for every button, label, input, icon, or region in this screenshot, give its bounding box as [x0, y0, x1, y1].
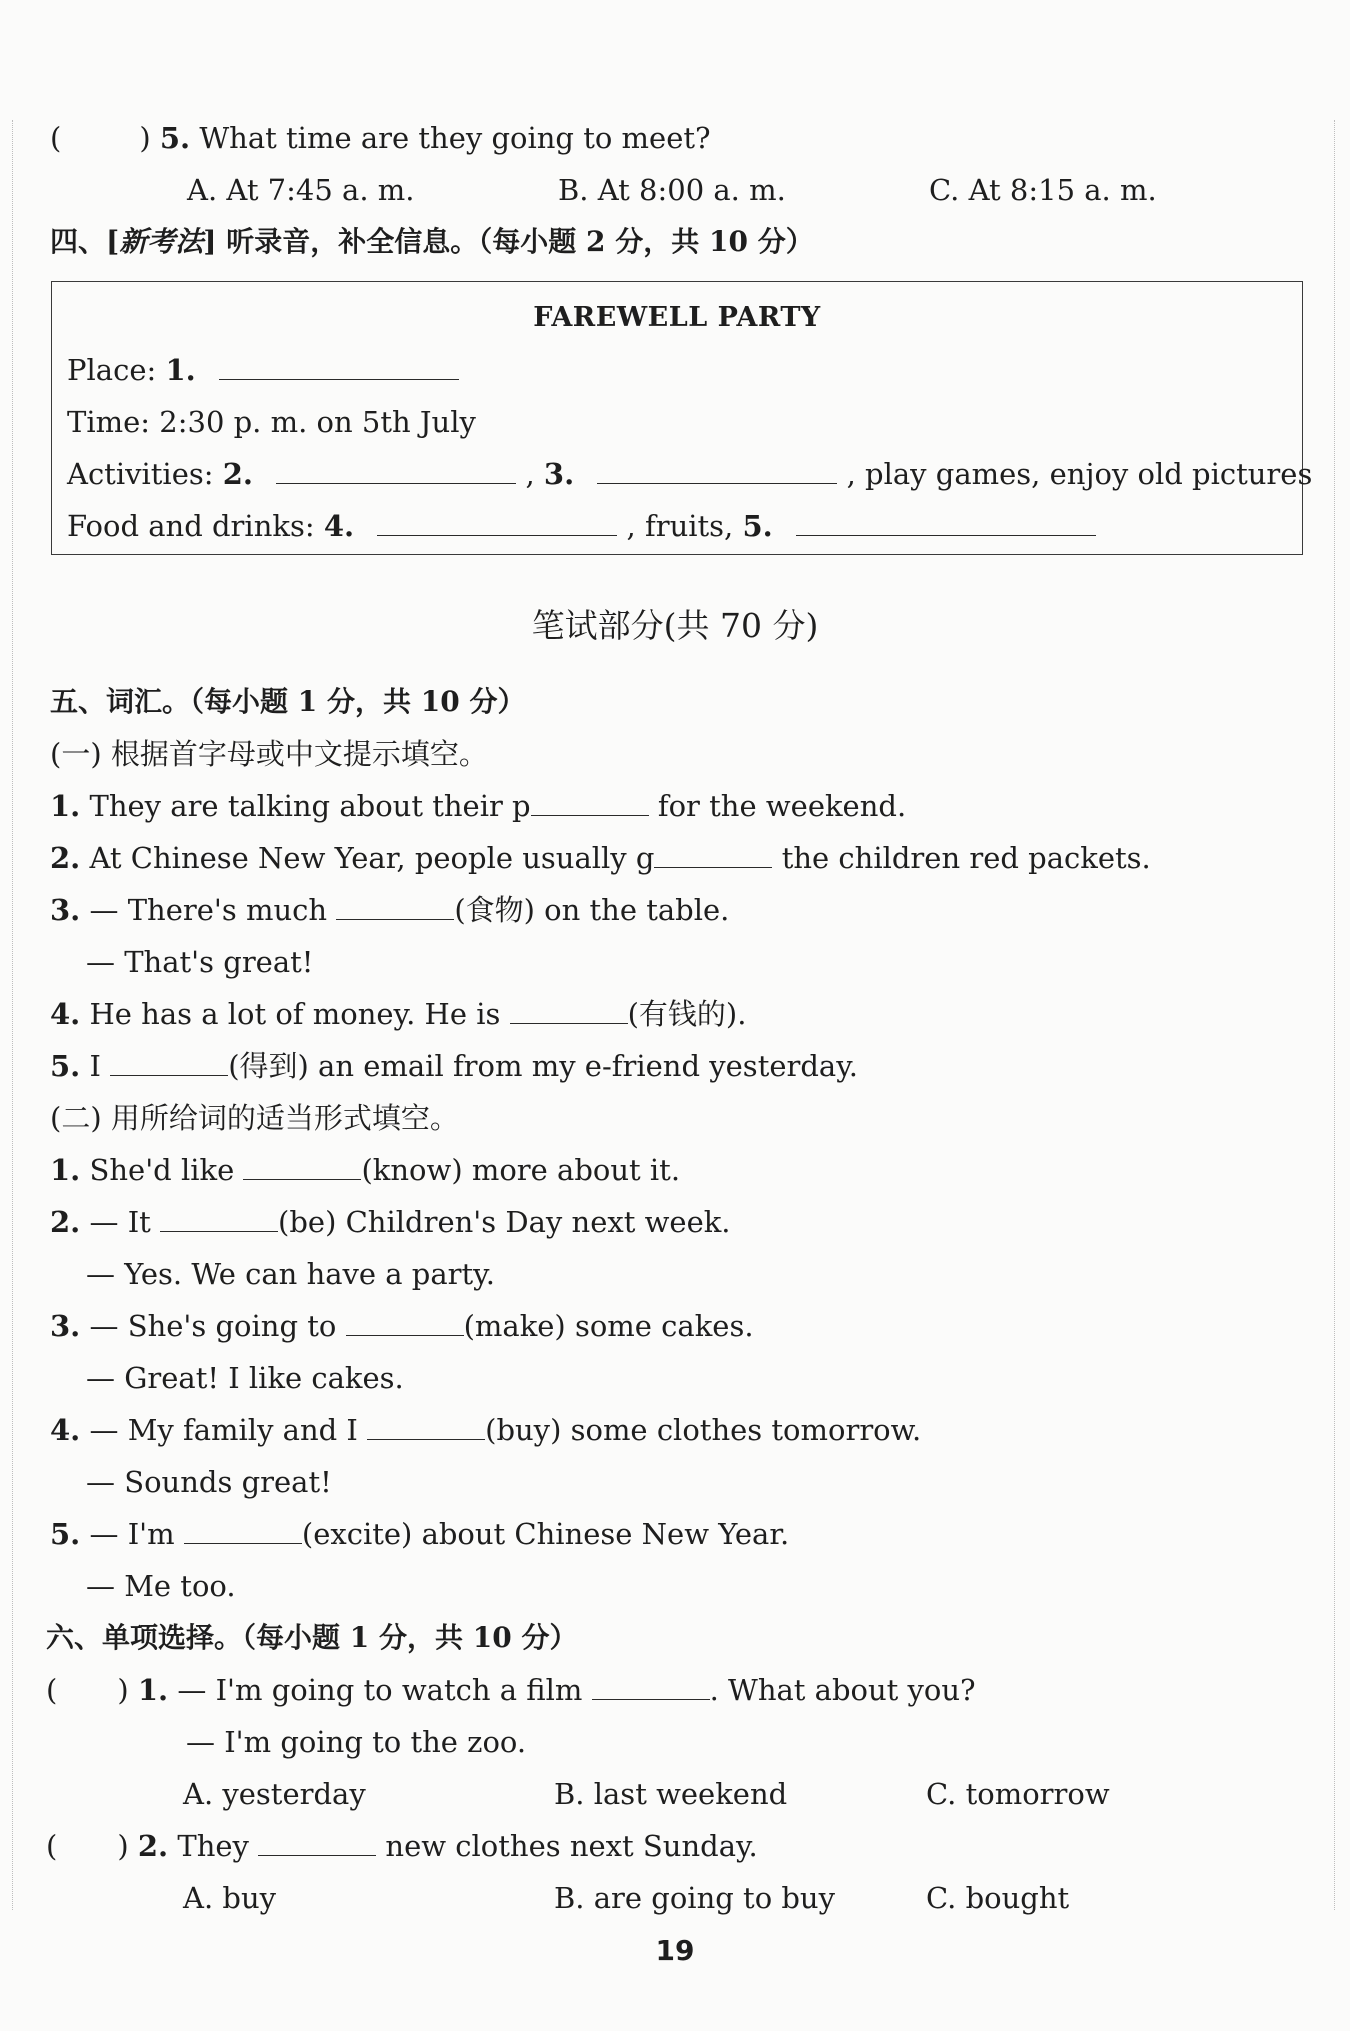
activities-row: Activities: 2. , 3. , play games, enjoy old pictures — [67, 457, 1313, 491]
part-1-title: (一) 根据首字母或中文提示填空。 — [50, 737, 488, 771]
answer-blank[interactable] — [346, 1309, 464, 1336]
choice-question-1: ( ) 1. — I'm going to watch a film . What about you? — [46, 1673, 976, 1707]
q1-option-b: B. last weekend — [554, 1777, 788, 1811]
vocab-item-2: 2. At Chinese New Year, people usually g the children red packets. — [50, 841, 1151, 875]
q1-option-c: C. tomorrow — [926, 1777, 1110, 1811]
vocab-item-4: 4. He has a lot of money. He is (有钱的). — [50, 997, 747, 1031]
question-5-row — [50, 120, 711, 156]
choice-question-1-reply: — I'm going to the zoo. — [186, 1725, 527, 1759]
page-number: 19 — [655, 1934, 695, 1967]
answer-blank[interactable] — [367, 1413, 485, 1440]
vocab-item-3-reply: — That's great! — [86, 945, 314, 979]
option-b: B. At 8:00 a. m. — [558, 173, 786, 207]
answer-paren-open: ( — [50, 121, 62, 155]
answer-paren-open: ( — [46, 1673, 58, 1707]
answer-blank[interactable] — [592, 1673, 710, 1700]
q2-option-a: A. buy — [183, 1881, 277, 1915]
box-title: FAREWELL PARTY — [533, 302, 821, 333]
answer-paren-close: ) — [139, 121, 151, 155]
option-c: C. At 8:15 a. m. — [929, 173, 1157, 207]
place-row: Place: 1. — [67, 352, 459, 388]
q2-option-c: C. bought — [926, 1881, 1070, 1915]
blank-1[interactable] — [219, 353, 459, 380]
section-4-title: 四、[新考法] 听录音，补全信息。（每小题 2 分，共 10 分） — [50, 225, 814, 258]
vocab-item-1: 1. They are talking about their p for the weekend. — [50, 789, 907, 823]
answer-blank[interactable] — [531, 789, 649, 816]
blank-4[interactable] — [377, 509, 617, 536]
option-a: A. At 7:45 a. m. — [187, 173, 415, 207]
farewell-party-box — [51, 281, 1313, 555]
question-number: 5. — [159, 121, 191, 155]
written-part-title: 笔试部分(共 70 分) — [531, 606, 819, 645]
answer-blank[interactable] — [184, 1517, 302, 1544]
question-text: What time are they going to meet? — [199, 121, 711, 155]
left-margin-rule — [12, 120, 13, 1910]
section-5-title: 五、词汇。（每小题 1 分，共 10 分） — [50, 685, 526, 718]
form-item-5-reply: — Me too. — [86, 1569, 236, 1603]
answer-paren-open: ( — [46, 1829, 58, 1863]
vocab-item-3: 3. — There's much (食物) on the table. — [50, 893, 730, 927]
blank-5[interactable] — [796, 509, 1096, 536]
answer-blank[interactable] — [336, 893, 454, 920]
form-item-4: 4. — My family and I (buy) some clothes tomorrow. — [50, 1413, 922, 1447]
food-row: Food and drinks: 4. , fruits, 5. — [67, 508, 1096, 544]
answer-blank[interactable] — [160, 1205, 278, 1232]
answer-blank[interactable] — [258, 1829, 376, 1856]
form-item-2-reply: — Yes. We can have a party. — [86, 1257, 495, 1291]
form-item-3-reply: — Great! I like cakes. — [86, 1361, 404, 1395]
form-item-4-reply: — Sounds great! — [86, 1465, 332, 1499]
section-6-title: 六、单项选择。（每小题 1 分，共 10 分） — [46, 1621, 578, 1654]
q2-option-b: B. are going to buy — [554, 1881, 835, 1915]
vocab-item-5: 5. I (得到) an email from my e-friend yesterday. — [50, 1049, 858, 1083]
answer-blank[interactable] — [110, 1049, 228, 1076]
answer-blank[interactable] — [243, 1153, 361, 1180]
answer-blank[interactable] — [510, 997, 628, 1024]
right-margin-rule — [1334, 120, 1335, 1910]
blank-3[interactable] — [597, 457, 837, 484]
form-item-5: 5. — I'm (excite) about Chinese New Year. — [50, 1517, 790, 1551]
form-item-1: 1. She'd like (know) more about it. — [50, 1153, 681, 1187]
answer-blank[interactable] — [654, 841, 772, 868]
time-row: Time: 2:30 p. m. on 5th July — [67, 405, 476, 439]
form-item-3: 3. — She's going to (make) some cakes. — [50, 1309, 754, 1343]
part-2-title: (二) 用所给词的适当形式填空。 — [50, 1101, 459, 1135]
q1-option-a: A. yesterday — [183, 1777, 366, 1811]
new-method-tag: 新考法 — [119, 225, 204, 258]
answer-paren-close: ) — [117, 1829, 129, 1863]
choice-question-2: ( ) 2. They new clothes next Sunday. — [46, 1829, 758, 1863]
form-item-2: 2. — It (be) Children's Day next week. — [50, 1205, 731, 1239]
answer-paren-close: ) — [117, 1673, 129, 1707]
blank-2[interactable] — [276, 457, 516, 484]
